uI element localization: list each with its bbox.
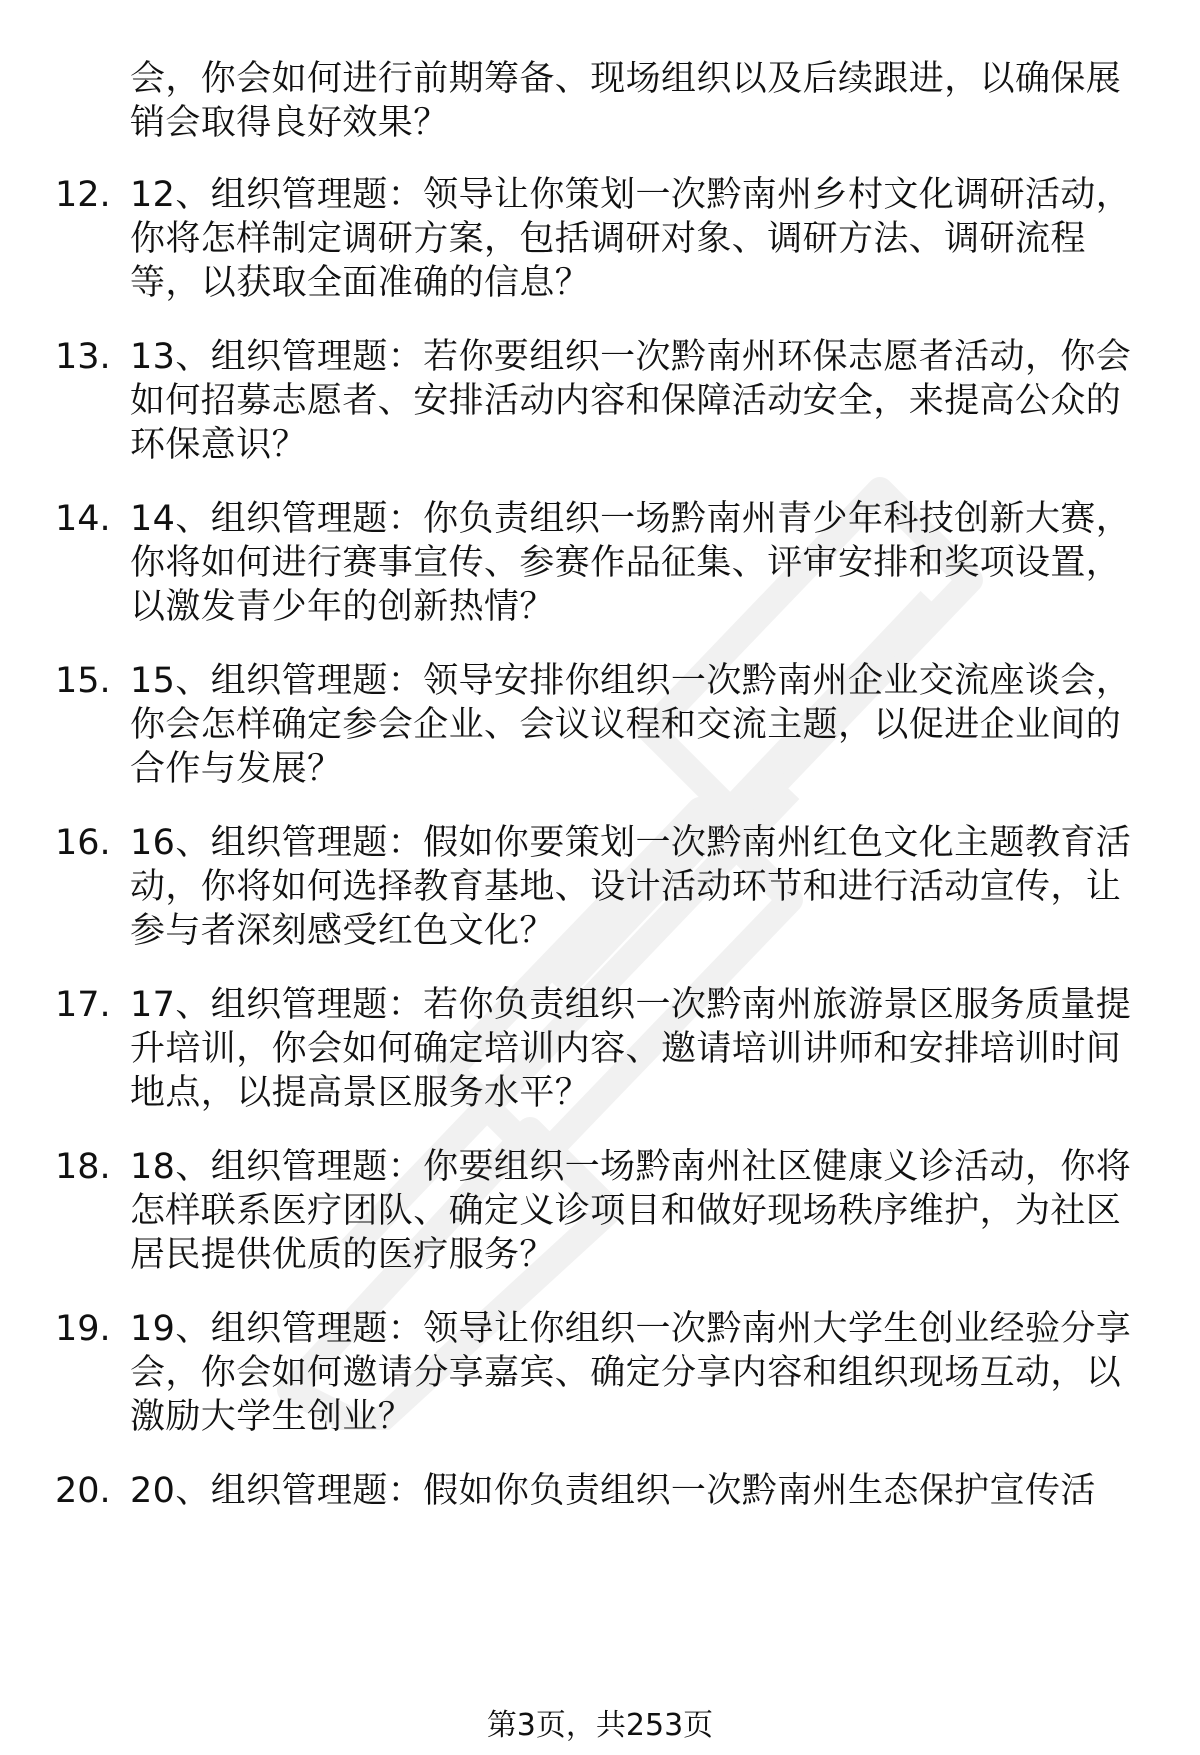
question-line: 居民提供优质的医疗服务？ [130,1235,555,1275]
question-line: 如何招募志愿者、安排活动内容和保障活动安全，来提高公众的 [130,381,1122,421]
item-number: 18. [55,1147,111,1187]
question-line: 以激发青少年的创新热情？ [130,587,555,627]
item-number: 12. [55,175,111,215]
item-number: 14. [55,499,111,539]
question-line: 20、组织管理题：假如你负责组织一次黔南州生态保护宣传活 [130,1471,1096,1511]
question-line: 地点，以提高景区服务水平？ [130,1073,591,1113]
question-line: 动，你将如何选择教育基地、设计活动环节和进行活动宣传，让 [130,867,1122,907]
continuation-line: 销会取得良好效果？ [130,103,449,143]
item-number: 15. [55,661,111,701]
question-line: 16、组织管理题：假如你要策划一次黔南州红色文化主题教育活 [130,823,1132,863]
question-line: 升培训，你会如何确定培训内容、邀请培训讲师和安排培训时间 [130,1029,1122,1069]
question-line: 参与者深刻感受红色文化？ [130,911,555,951]
question-line: 怎样联系医疗团队、确定义诊项目和做好现场秩序维护，为社区 [130,1191,1122,1231]
question-line: 19、组织管理题：领导让你组织一次黔南州大学生创业经验分享 [130,1309,1132,1349]
question-line: 13、组织管理题：若你要组织一次黔南州环保志愿者活动，你会 [130,337,1132,377]
question-line: 激励大学生创业？ [130,1397,414,1437]
item-number: 13. [55,337,111,377]
continuation-line: 会，你会如何进行前期筹备、现场组织以及后续跟进，以确保展 [130,59,1122,99]
question-line: 12、组织管理题：领导让你策划一次黔南州乡村文化调研活动， [130,175,1132,215]
question-line: 你会怎样确定参会企业、会议议程和交流主题，以促进企业间的 [130,705,1122,745]
question-line: 你将如何进行赛事宣传、参赛作品征集、评审安排和奖项设置， [130,543,1122,583]
item-number: 17. [55,985,111,1025]
question-line: 环保意识？ [130,425,308,465]
question-line: 会，你会如何邀请分享嘉宾、确定分享内容和组织现场互动，以 [130,1353,1122,1393]
question-line: 合作与发展？ [130,749,343,789]
item-number: 20. [55,1471,111,1511]
question-line: 15、组织管理题：领导安排你组织一次黔南州企业交流座谈会， [130,661,1132,701]
item-number: 19. [55,1309,111,1349]
page-footer: 第3页，共253页 [486,1708,714,1743]
question-line: 18、组织管理题：你要组织一场黔南州社区健康义诊活动，你将 [130,1147,1132,1187]
question-line: 14、组织管理题：你负责组织一场黔南州青少年科技创新大赛， [130,499,1132,539]
item-number: 16. [55,823,111,863]
question-line: 17、组织管理题：若你负责组织一次黔南州旅游景区服务质量提 [130,985,1132,1025]
question-line: 等，以获取全面准确的信息？ [130,263,591,303]
question-line: 你将怎样制定调研方案，包括调研对象、调研方法、调研流程 [130,219,1086,259]
